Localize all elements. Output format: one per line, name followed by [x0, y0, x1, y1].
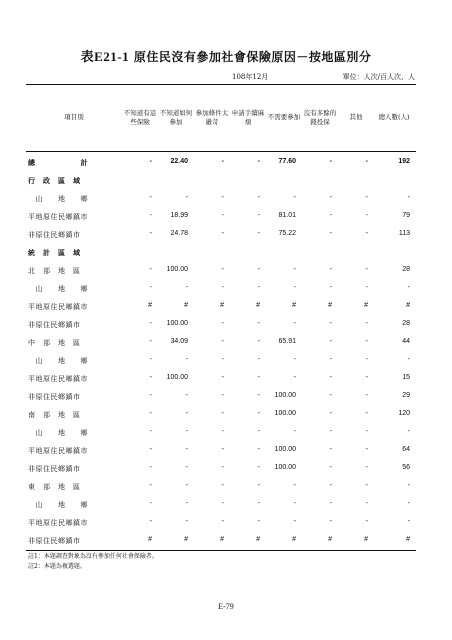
- table-cell: 15: [402, 374, 410, 381]
- table-row: [26, 478, 416, 496]
- note-2: 註2：本題為複選題。: [28, 562, 86, 570]
- table-cell: 18.99: [170, 212, 188, 219]
- table-cell: -: [149, 392, 152, 399]
- table-cell: -: [257, 392, 260, 399]
- table-cell: 100.00: [166, 320, 188, 327]
- table-cell: 34.09: [170, 338, 188, 345]
- row-label: 山 地 鄉: [28, 195, 88, 203]
- row-label: 山 地 鄉: [28, 285, 88, 293]
- row-label: 總 計: [28, 158, 88, 167]
- table-cell: -: [329, 356, 332, 363]
- table-cell: -: [329, 158, 332, 165]
- table-cell: -: [293, 482, 296, 489]
- table-row: [26, 352, 416, 370]
- table-cell: -: [257, 194, 260, 201]
- top-rule: [26, 84, 416, 85]
- table-cell: -: [365, 194, 368, 201]
- table-cell: -: [149, 338, 152, 345]
- table-cell: -: [221, 410, 224, 417]
- header-rule: [26, 151, 416, 152]
- table-cell: 100.00: [274, 392, 296, 399]
- table-cell: -: [257, 158, 260, 165]
- table-cell: -: [221, 320, 224, 327]
- table-cell: -: [221, 446, 224, 453]
- table-cell: 81.01: [278, 212, 296, 219]
- table-row: [26, 262, 416, 280]
- table-cell: -: [365, 338, 368, 345]
- table-cell: -: [221, 374, 224, 381]
- row-label: 山 地 鄉: [28, 357, 88, 365]
- table-cell: -: [365, 158, 368, 165]
- table-cell: -: [329, 500, 332, 507]
- table-cell: -: [257, 320, 260, 327]
- table-cell: 24.78: [170, 230, 188, 237]
- row-label: 非原住民鄉鎮市: [28, 393, 81, 401]
- table-cell: -: [407, 518, 410, 525]
- row-label: 非原住民鄉鎮市: [28, 231, 81, 239]
- row-label: 行 政 區 域: [28, 176, 81, 185]
- table-cell: -: [221, 518, 224, 525]
- table-cell: -: [257, 338, 260, 345]
- table-cell: -: [293, 320, 296, 327]
- table-cell: -: [365, 212, 368, 219]
- table-cell: -: [407, 428, 410, 435]
- table-cell: 100.00: [274, 410, 296, 417]
- table-cell: -: [185, 446, 188, 453]
- table-cell: 22.40: [170, 158, 188, 165]
- table-cell: 79: [402, 212, 410, 219]
- table-cell: -: [329, 464, 332, 471]
- table-cell: -: [329, 410, 332, 417]
- table-cell: -: [329, 428, 332, 435]
- row-label: 南 部 地 區: [28, 411, 81, 419]
- header-item: 項目別: [64, 113, 84, 122]
- table-cell: -: [257, 356, 260, 363]
- table-cell: -: [257, 500, 260, 507]
- table-cell: -: [407, 482, 410, 489]
- table-cell: -: [293, 194, 296, 201]
- table-cell: #: [292, 302, 296, 309]
- table-cell: -: [365, 284, 368, 291]
- table-cell: -: [257, 482, 260, 489]
- table-cell: #: [184, 302, 188, 309]
- table-cell: -: [293, 284, 296, 291]
- table-row: [26, 370, 416, 388]
- page-number: E-79: [218, 602, 234, 611]
- row-label: 統 計 區 域: [28, 248, 81, 257]
- header-col-5: 不需要參加: [267, 113, 301, 122]
- table-cell: -: [407, 356, 410, 363]
- table-cell: -: [329, 284, 332, 291]
- header-col-6: 沒有多餘的錢投保: [303, 108, 337, 126]
- row-label: 山 地 鄉: [28, 429, 88, 437]
- table-cell: 44: [402, 338, 410, 345]
- table-cell: -: [257, 374, 260, 381]
- table-cell: -: [329, 518, 332, 525]
- row-label: 非原住民鄉鎮市: [28, 321, 81, 329]
- row-label: 平地原住民鄉鎮市: [28, 447, 88, 455]
- table-cell: -: [221, 392, 224, 399]
- table-cell: -: [185, 518, 188, 525]
- table-row: [26, 532, 416, 550]
- table-row: [26, 226, 416, 244]
- table-title-text: 原住民沒有參加社會保險原因－按地區別分: [133, 50, 372, 64]
- table-cell: -: [185, 500, 188, 507]
- table-cell: -: [149, 320, 152, 327]
- table-cell: -: [365, 428, 368, 435]
- table-cell: 56: [402, 464, 410, 471]
- table-row: [26, 514, 416, 532]
- table-cell: -: [257, 266, 260, 273]
- table-row: [26, 172, 416, 190]
- table-cell: -: [221, 194, 224, 201]
- note-1: 註1：本題調查對象為沒有參加任何社會保險者。: [28, 553, 158, 560]
- table-cell: 65.91: [278, 338, 296, 345]
- header-col-3: 參加條件太嚴苛: [195, 108, 229, 126]
- table-row: [26, 442, 416, 460]
- table-cell: -: [365, 446, 368, 453]
- table-cell: -: [149, 446, 152, 453]
- table-cell: -: [365, 374, 368, 381]
- table-row: [26, 244, 416, 262]
- row-label: 中 部 地 區: [28, 339, 81, 347]
- header-col-8: 總人數(人): [378, 113, 410, 122]
- table-cell: -: [329, 266, 332, 273]
- table-cell: -: [185, 464, 188, 471]
- table-cell: -: [185, 410, 188, 417]
- table-cell: -: [329, 338, 332, 345]
- table-cell: -: [329, 374, 332, 381]
- table-cell: -: [221, 356, 224, 363]
- table-row: [26, 496, 416, 514]
- table-cell: #: [148, 302, 152, 309]
- table-row: [26, 424, 416, 442]
- header-col-2: 不知道如何參加: [159, 108, 193, 126]
- table-cell: -: [149, 230, 152, 237]
- table-cell: #: [256, 536, 260, 543]
- table-notes: [28, 552, 158, 571]
- table-cell: -: [221, 230, 224, 237]
- table-cell: -: [329, 446, 332, 453]
- table-cell: #: [220, 302, 224, 309]
- table-cell: 100.00: [166, 374, 188, 381]
- table-cell: 100.00: [274, 464, 296, 471]
- table-row: [26, 316, 416, 334]
- table-cell: #: [184, 536, 188, 543]
- table-cell: -: [365, 410, 368, 417]
- table-cell: -: [365, 518, 368, 525]
- table-cell: -: [149, 428, 152, 435]
- table-cell: -: [257, 410, 260, 417]
- table-cell: -: [257, 464, 260, 471]
- table-cell: -: [365, 320, 368, 327]
- table-cell: -: [149, 284, 152, 291]
- row-label: 非原住民鄉鎮市: [28, 465, 81, 473]
- table-cell: -: [221, 284, 224, 291]
- table-cell: 192: [398, 158, 410, 165]
- table-row: [26, 298, 416, 316]
- table-cell: -: [293, 356, 296, 363]
- row-label: 非原住民鄉鎮市: [28, 537, 81, 545]
- table-cell: #: [220, 536, 224, 543]
- row-label: 山 地 鄉: [28, 501, 88, 509]
- survey-date: 108年12月: [232, 73, 269, 81]
- table-cell: -: [365, 266, 368, 273]
- table-cell: 77.60: [278, 158, 296, 165]
- table-cell: -: [329, 482, 332, 489]
- table-row: [26, 334, 416, 352]
- table-cell: -: [149, 518, 152, 525]
- table-cell: -: [221, 464, 224, 471]
- table-row: [26, 208, 416, 226]
- table-cell: -: [149, 482, 152, 489]
- table-cell: -: [329, 194, 332, 201]
- row-label: 平地原住民鄉鎮市: [28, 375, 88, 383]
- header-col-1: 不知道有這些保險: [123, 108, 157, 126]
- table-cell: -: [257, 212, 260, 219]
- row-label: 北 部 地 區: [28, 267, 81, 275]
- table-cell: 75.22: [278, 230, 296, 237]
- table-code: 表E21-1: [80, 49, 130, 64]
- row-label: 平地原住民鄉鎮市: [28, 303, 88, 311]
- table-cell: -: [185, 482, 188, 489]
- table-cell: 120: [398, 410, 410, 417]
- table-cell: -: [221, 338, 224, 345]
- table-cell: -: [365, 356, 368, 363]
- header-col-4: 申請手續麻煩: [231, 108, 265, 126]
- table-cell: -: [185, 428, 188, 435]
- table-cell: -: [221, 266, 224, 273]
- table-title: [0, 46, 452, 65]
- table-cell: -: [221, 428, 224, 435]
- table-cell: -: [185, 392, 188, 399]
- table-cell: #: [256, 302, 260, 309]
- table-cell: -: [293, 500, 296, 507]
- table-cell: -: [149, 500, 152, 507]
- row-label: 平地原住民鄉鎮市: [28, 519, 88, 527]
- table-row: [26, 190, 416, 208]
- unit-label: 單位：人次/百人次、人: [342, 73, 415, 81]
- table-cell: 100.00: [274, 446, 296, 453]
- table-cell: 28: [402, 320, 410, 327]
- table-cell: -: [257, 518, 260, 525]
- table-cell: 113: [398, 230, 410, 237]
- table-cell: -: [149, 374, 152, 381]
- table-cell: -: [407, 500, 410, 507]
- table-cell: 29: [402, 392, 410, 399]
- table-cell: -: [221, 482, 224, 489]
- table-cell: -: [293, 266, 296, 273]
- table-cell: -: [365, 230, 368, 237]
- table-cell: #: [148, 536, 152, 543]
- table-row: [26, 406, 416, 424]
- table-cell: -: [257, 428, 260, 435]
- table-cell: 100.00: [166, 266, 188, 273]
- table-row: [26, 154, 416, 172]
- table-cell: -: [293, 518, 296, 525]
- table-cell: #: [292, 536, 296, 543]
- table-row: [26, 460, 416, 478]
- table-cell: -: [185, 194, 188, 201]
- table-cell: -: [329, 212, 332, 219]
- table-cell: #: [328, 536, 332, 543]
- table-cell: 28: [402, 266, 410, 273]
- table-cell: -: [365, 392, 368, 399]
- table-cell: -: [149, 158, 152, 165]
- table-cell: -: [365, 464, 368, 471]
- bottom-rule: [26, 550, 416, 551]
- table-cell: #: [328, 302, 332, 309]
- table-row: [26, 388, 416, 406]
- table-cell: -: [293, 374, 296, 381]
- table-cell: -: [185, 356, 188, 363]
- table-cell: -: [221, 212, 224, 219]
- table-cell: -: [149, 356, 152, 363]
- table-cell: -: [257, 284, 260, 291]
- table-cell: -: [257, 446, 260, 453]
- table-cell: #: [406, 536, 410, 543]
- table-cell: #: [364, 536, 368, 543]
- table-cell: -: [329, 392, 332, 399]
- table-cell: -: [185, 284, 188, 291]
- table-row: [26, 280, 416, 298]
- table-cell: -: [149, 212, 152, 219]
- table-cell: -: [221, 158, 224, 165]
- table-cell: -: [365, 482, 368, 489]
- table-cell: -: [149, 266, 152, 273]
- table-cell: -: [407, 194, 410, 201]
- table-cell: -: [329, 230, 332, 237]
- table-cell: #: [406, 302, 410, 309]
- table-cell: #: [364, 302, 368, 309]
- table-cell: -: [293, 428, 296, 435]
- header-col-7: 其他: [349, 113, 363, 122]
- table-cell: -: [407, 284, 410, 291]
- table-cell: -: [221, 500, 224, 507]
- row-label: 平地原住民鄉鎮市: [28, 213, 88, 221]
- table-cell: -: [257, 230, 260, 237]
- table-cell: -: [149, 464, 152, 471]
- table-cell: -: [149, 410, 152, 417]
- table-cell: -: [149, 194, 152, 201]
- table-cell: 64: [402, 446, 410, 453]
- table-cell: -: [365, 500, 368, 507]
- table-cell: -: [329, 320, 332, 327]
- row-label: 東 部 地 區: [28, 483, 81, 491]
